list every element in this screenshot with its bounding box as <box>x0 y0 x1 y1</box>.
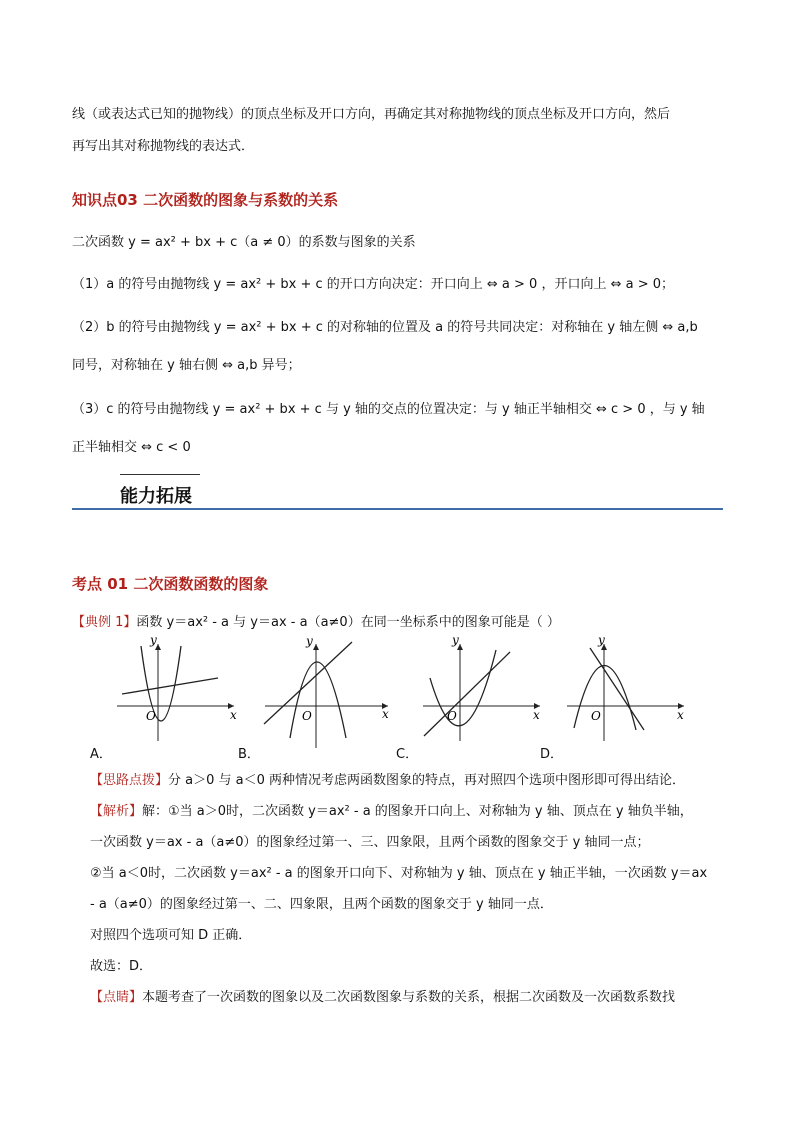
graph-d-origin: O <box>591 709 601 723</box>
graph-c-origin: O <box>447 709 457 723</box>
graph-c-x-label: x <box>533 708 540 722</box>
comment-line <box>90 986 675 1005</box>
analysis-line-4: - a（a≠0）的图象经过第一、二、四象限，且两个函数的图象交于 y 轴同一点． <box>90 897 553 912</box>
example-line <box>72 611 560 630</box>
graph-b-y-label: y <box>306 636 313 648</box>
knowledge-item-1: （1）a 的符号由抛物线 y = ax² + bx + c 的开口方向决定：开口向上 ⇔ a > 0 ，开口向上 ⇔ a > 0； <box>72 277 674 292</box>
graph-c-line <box>424 652 510 736</box>
exam-title: 考点 01 二次函数函数的图象 <box>72 575 269 593</box>
graph-b <box>260 636 390 751</box>
analysis-line-3: ②当 a＜0时，二次函数 y＝ax² - a 的图象开口向下、对称轴为 y 轴、顶点在 y 轴正半轴，一次函数 y＝ax <box>90 866 708 881</box>
band-title: 能力拓展 <box>120 486 192 507</box>
graph-a-origin: O <box>146 709 156 723</box>
knowledge-lead: 二次函数 y = ax² + bx + c（a ≠ 0）的系数与图象的关系 <box>72 235 416 250</box>
graph-a <box>112 636 242 746</box>
option-d: D． <box>540 747 564 762</box>
knowledge-item-3a: （3）c 的符号由抛物线 y = ax² + bx + c 与 y 轴的交点的位置决定：与 y 轴正半轴相交 ⇔ c > 0 ，与 y 轴 <box>72 402 705 417</box>
intro-line-1: 线（或表达式已知的抛物线）的顶点坐标及开口方向，再确定其对称抛物线的顶点坐标及开口方向，然后 <box>72 107 671 122</box>
analysis-text-1: 解：①当 a＞0时，二次函数 y＝ax² - a 的图象开口向上、对称轴为 y 轴、顶点在 y 轴负半轴， <box>142 804 693 819</box>
analysis-line-5: 对照四个选项可知 D 正确． <box>90 928 252 943</box>
comment-text: 本题考查了一次函数的图象以及二次函数图象与系数的关系，根据二次函数及一次函数系数找 <box>142 990 676 1005</box>
hint-tag: 【思路点拨】 <box>90 773 169 788</box>
band-top-rule <box>120 474 200 475</box>
graph-c-parabola <box>430 650 496 726</box>
knowledge-title: 知识点03 二次函数的图象与系数的关系 <box>72 191 339 209</box>
analysis-line-2: 一次函数 y＝ax - a（a≠0）的图象经过第一、三、四象限，且两个函数的图象交于 y 轴同一点； <box>90 835 650 850</box>
graph-b-y-arrow <box>313 644 319 650</box>
graph-a-y-label: y <box>150 636 157 647</box>
option-c: C． <box>396 747 419 762</box>
option-a: A． <box>90 747 112 762</box>
graph-c <box>418 636 548 746</box>
intro-line-2: 再写出其对称抛物线的表达式． <box>72 139 255 154</box>
analysis-line-6: 故选：D． <box>90 959 153 974</box>
knowledge-item-2b: 同号，对称轴在 y 轴右侧 ⇔ a,b 异号； <box>72 358 301 373</box>
graph-a-x-label: x <box>230 708 237 722</box>
knowledge-item-3b: 正半轴相交 ⇔ c < 0 <box>72 440 191 455</box>
band-divider <box>72 508 723 510</box>
option-b: B． <box>238 747 260 762</box>
graph-d-parabola <box>574 665 636 730</box>
example-text: 函数 y＝ax² - a 与 y＝ax - a（a≠0）在同一坐标系中的图象可能是（ ） <box>136 615 560 630</box>
hint-line <box>90 769 685 788</box>
graph-c-y-label: y <box>452 636 459 647</box>
comment-tag: 【点睛】 <box>90 990 143 1005</box>
knowledge-item-2a: （2）b 的符号由抛物线 y = ax² + bx + c 的对称轴的位置及 a 的符号共同决定：对称轴在 y 轴左侧 ⇔ a,b <box>72 320 698 335</box>
analysis-line-1 <box>90 800 693 819</box>
analysis-tag: 【解析】 <box>90 804 143 819</box>
graph-a-line <box>122 678 218 694</box>
graph-b-x-label: x <box>382 707 389 721</box>
graph-d <box>562 636 692 746</box>
example-tag: 【典例 1】 <box>72 615 137 630</box>
graph-d-x-label: x <box>677 708 684 722</box>
graph-b-origin: O <box>302 709 312 723</box>
graph-d-y-label: y <box>598 636 605 647</box>
hint-text: 分 a＞0 与 a＜0 两种情况考虑两函数图象的特点，再对照四个选项中图形即可得出结论． <box>168 773 686 788</box>
